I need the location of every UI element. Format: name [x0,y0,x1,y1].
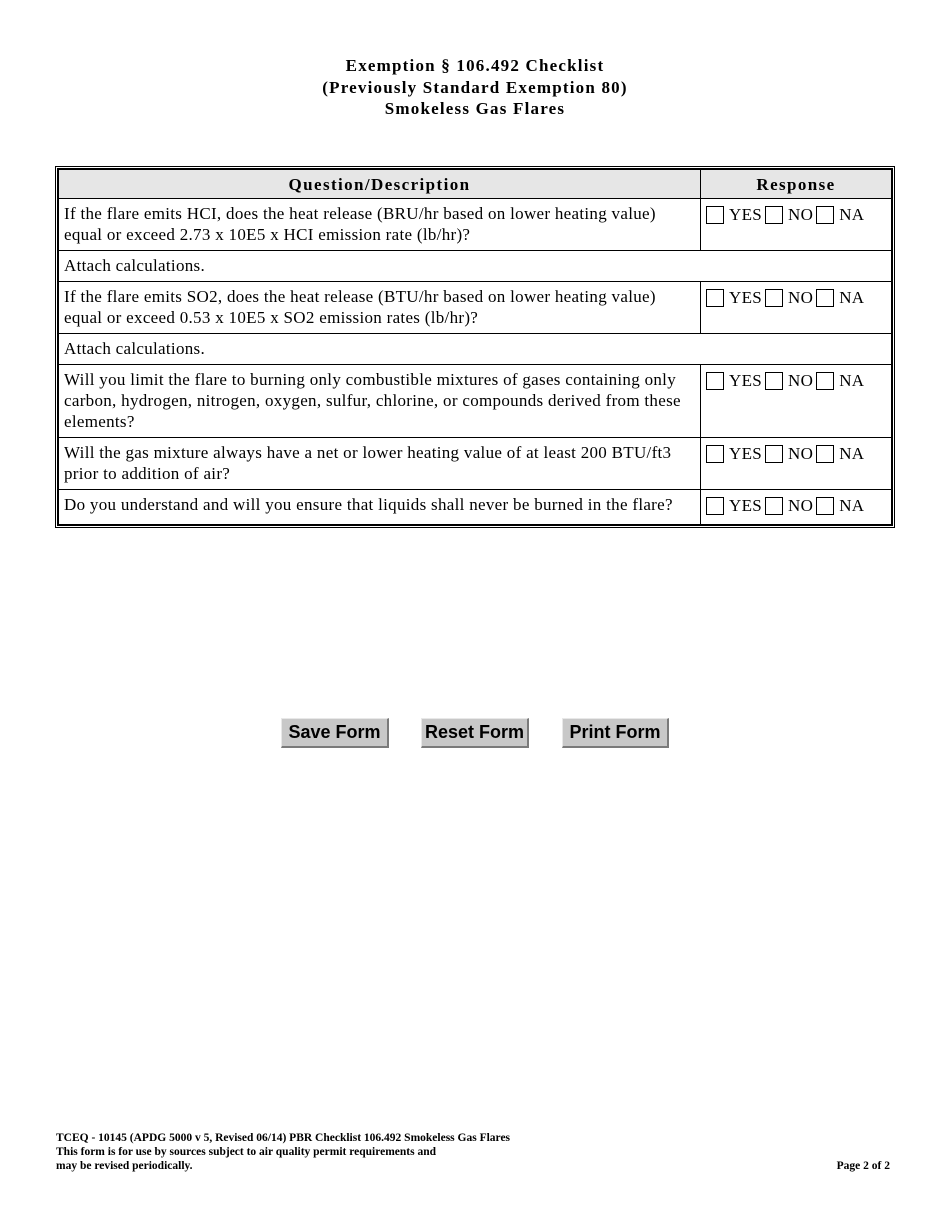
response-options [701,199,892,251]
response-yes-option [706,443,762,464]
question-row [59,490,892,525]
response-na-option [816,495,864,516]
response-yes-option [706,204,762,225]
no-checkbox[interactable] [765,289,783,307]
yes-checkbox[interactable] [706,206,724,224]
response-no-option [765,370,813,391]
footer-revision-note: may be revised periodically. [56,1160,193,1172]
response-no-option [765,204,813,225]
yes-checkbox[interactable] [706,372,724,390]
na-checkbox[interactable] [816,445,834,463]
yes-checkbox[interactable] [706,445,724,463]
response-options [701,490,892,525]
question-row [59,365,892,438]
column-header-question: Question/Description [59,170,701,199]
no-label: NO [788,444,814,463]
response-yes-option [706,370,762,391]
response-options [701,282,892,334]
response-options [701,365,892,438]
attach-calculations-note: Attach calculations. [59,251,892,282]
yes-label: YES [729,444,763,463]
reset-form-button[interactable]: Reset Form [421,718,529,748]
response-na-option [816,287,864,308]
page-title [0,55,950,120]
print-form-button[interactable]: Print Form [562,718,669,748]
na-label: NA [839,288,865,307]
response-no-option [765,443,813,464]
na-checkbox[interactable] [816,372,834,390]
yes-label: YES [729,288,763,307]
no-label: NO [788,288,814,307]
response-na-option [816,204,864,225]
na-label: NA [839,371,865,390]
title-line-3: Smokeless Gas Flares [384,99,566,118]
response-yes-option [706,495,762,516]
response-na-option [816,443,864,464]
attach-calculations-note: Attach calculations. [59,334,892,365]
title-line-2: (Previously Standard Exemption 80) [322,77,628,97]
question-text: Will the gas mixture always have a net or lower heating value of at least 200 BTU/ft3 prior to addition of air? [59,438,701,490]
title-line-1: Exemption § 106.492 Checklist [345,56,605,75]
na-label: NA [839,496,865,515]
column-header-response: Response [701,170,892,199]
note-row [59,251,892,282]
response-no-option [765,287,813,308]
question-row [59,282,892,334]
no-label: NO [788,496,814,515]
yes-checkbox[interactable] [706,497,724,515]
question-text: If the flare emits HCI, does the heat release (BRU/hr based on lower heating value) equal or exceed 2.73 x 10E5 x HCI emission rate (lb/hr)? [59,199,701,251]
response-options [701,438,892,490]
yes-label: YES [729,496,763,515]
no-checkbox[interactable] [765,497,783,515]
footer-form-id: TCEQ - 10145 (APDG 5000 v 5, Revised 06/14) PBR Checklist 106.492 Smokeless Gas Flares [56,1132,511,1144]
question-text: Will you limit the flare to burning only combustible mixtures of gases containing only carbon, hydrogen, nitrogen, oxygen, sulfur, chlorine, or compounds derived from these elements? [59,365,701,438]
note-row [59,334,892,365]
yes-checkbox[interactable] [706,289,724,307]
page-number: Page 2 of 2 [836,1160,890,1172]
na-checkbox[interactable] [816,206,834,224]
na-checkbox[interactable] [816,497,834,515]
footer-usage-note: This form is for use by sources subject to air quality permit requirements and [56,1146,437,1158]
yes-label: YES [729,205,763,224]
question-row [59,199,892,251]
response-no-option [765,495,813,516]
no-checkbox[interactable] [765,445,783,463]
save-form-button[interactable]: Save Form [281,718,389,748]
na-checkbox[interactable] [816,289,834,307]
question-text: Do you understand and will you ensure that liquids shall never be burned in the flare? [59,490,701,525]
response-na-option [816,370,864,391]
question-row [59,438,892,490]
checklist-table [55,166,895,528]
checklist-rows [59,199,892,525]
no-checkbox[interactable] [765,206,783,224]
no-label: NO [788,205,814,224]
response-yes-option [706,287,762,308]
na-label: NA [839,205,865,224]
no-checkbox[interactable] [765,372,783,390]
na-label: NA [839,444,865,463]
page-footer [56,1131,890,1173]
yes-label: YES [729,371,763,390]
question-text: If the flare emits SO2, does the heat release (BTU/hr based on lower heating value) equal or exceed 0.53 x 10E5 x SO2 emission rates (lb/hr)? [59,282,701,334]
no-label: NO [788,371,814,390]
